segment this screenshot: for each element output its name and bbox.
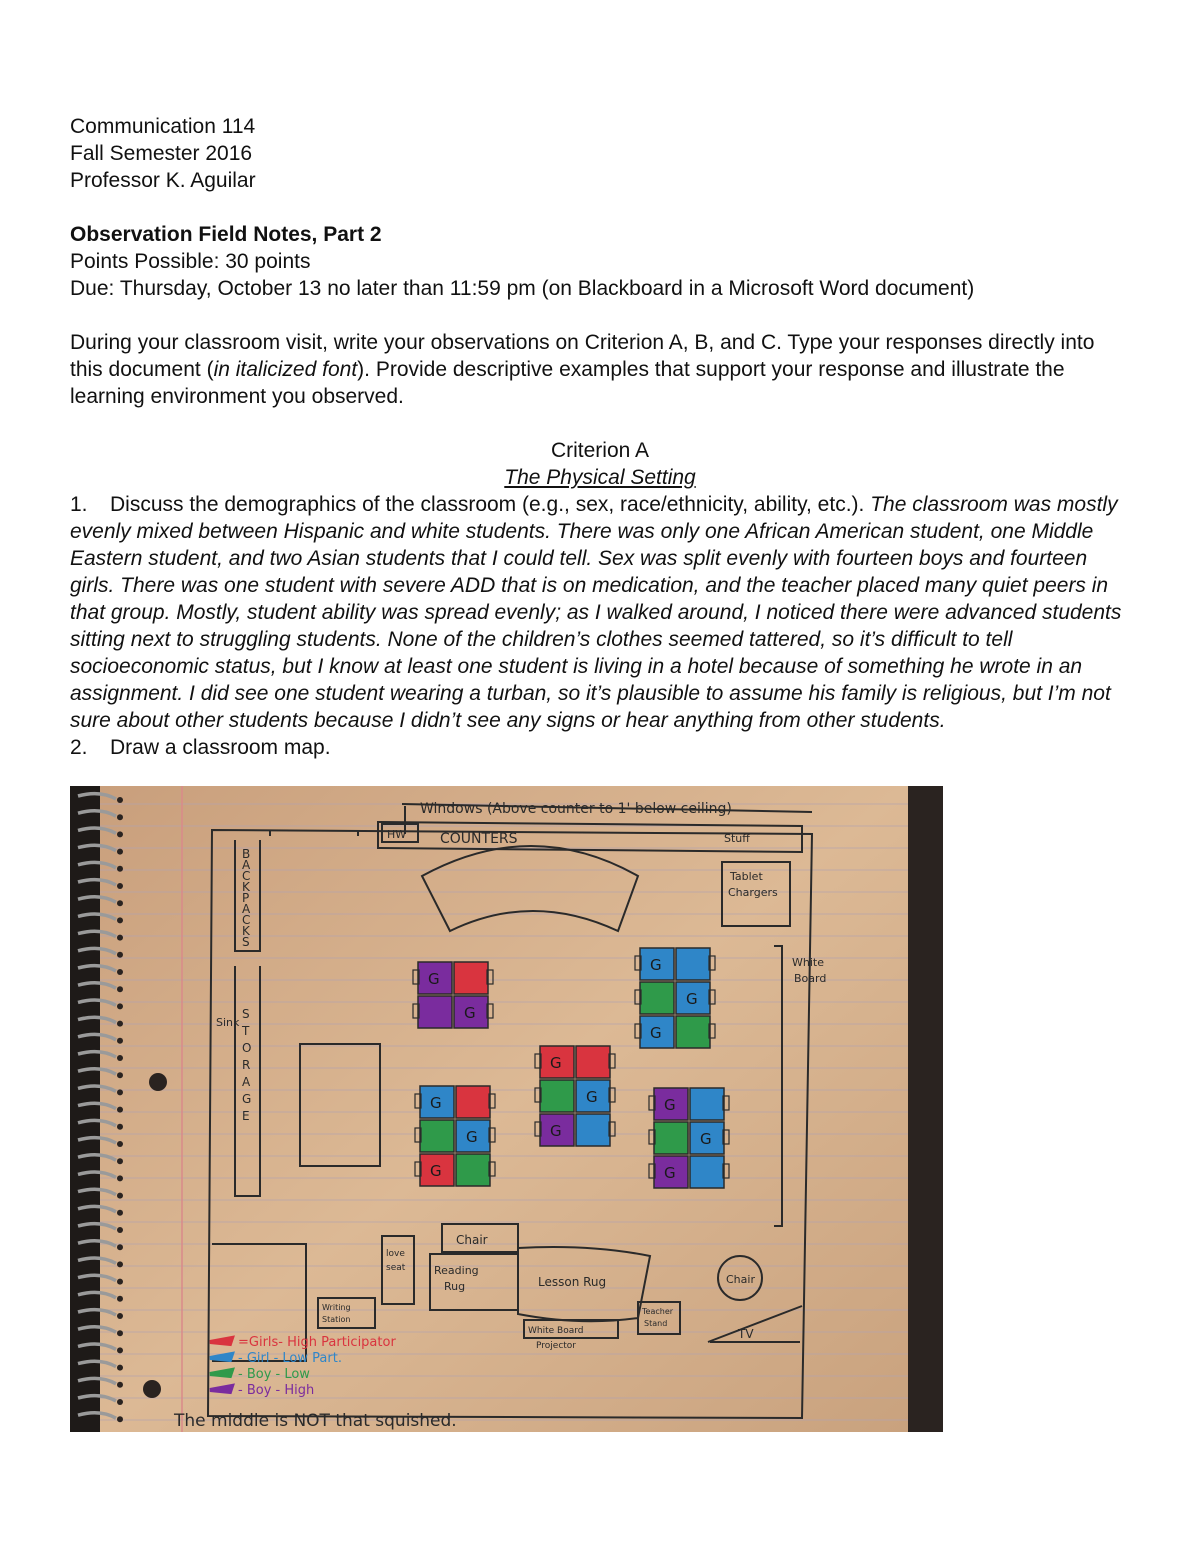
spiral-hole <box>117 1003 123 1009</box>
legend-label: =Girls- High Participator <box>238 1335 396 1350</box>
map-footnote: The middle is NOT that squished. <box>174 1411 457 1431</box>
map-backpacks-letter: K <box>242 880 250 894</box>
map-chair-label: Chair <box>456 1233 488 1247</box>
map-lesson-rug-label: Lesson Rug <box>538 1275 607 1289</box>
spiral-hole <box>117 1365 123 1371</box>
desk-mark: G <box>686 990 698 1008</box>
spiral-hole <box>117 1141 123 1147</box>
map-reading-label: Reading <box>434 1264 479 1277</box>
desk-mark: G <box>550 1122 562 1140</box>
spiral-hole <box>117 883 123 889</box>
spiral-hole <box>117 1107 123 1113</box>
spiral-hole <box>117 866 123 872</box>
desk-mark: G <box>466 1128 478 1146</box>
due-line: Due: Thursday, October 13 no later than 11:59 pm (on Blackboard in a Microsoft Word document) <box>70 277 975 300</box>
question-2-prompt: Draw a classroom map. <box>110 736 331 759</box>
italic-note: in italicized font <box>213 358 358 381</box>
map-storage-letter: A <box>242 1075 251 1089</box>
question-2: 2. Draw a classroom map. <box>70 736 331 759</box>
desk-mark: G <box>550 1054 562 1072</box>
spiral-hole <box>117 1175 123 1181</box>
student-desk <box>640 982 674 1014</box>
spiral-hole <box>117 986 123 992</box>
spiral-hole <box>117 1158 123 1164</box>
legend-label: - Boy - High <box>238 1383 315 1398</box>
spiral-hole <box>117 917 123 923</box>
map-whiteboard-label: White Board <box>528 1326 584 1336</box>
student-desk <box>418 996 452 1028</box>
map-windows-label: Windows (Above counter to 1' below ceiling) <box>420 801 732 817</box>
desk-mark: G <box>430 1162 442 1180</box>
spiral-hole <box>117 1399 123 1405</box>
map-stand-label: Stand <box>644 1319 668 1328</box>
criterion-subheading: The Physical Setting <box>504 466 696 489</box>
map-counters-label: COUNTERS <box>440 831 518 847</box>
spiral-hole <box>117 1244 123 1250</box>
map-backpacks-letter: K <box>242 924 250 938</box>
spiral-hole <box>117 1261 123 1267</box>
desk-mark: G <box>428 970 440 988</box>
map-backpacks-letter: B <box>242 847 251 861</box>
spiral-hole <box>117 1210 123 1216</box>
student-desk <box>676 948 710 980</box>
spiral-hole <box>117 1124 123 1130</box>
spiral-hole <box>117 1279 123 1285</box>
student-desk <box>676 1016 710 1048</box>
notebook-paper <box>100 786 908 1432</box>
map-hw-label: HW <box>387 828 407 841</box>
spiral-hole <box>117 831 123 837</box>
student-desk <box>454 962 488 994</box>
map-white-label: White <box>792 956 824 969</box>
student-desk <box>654 1122 688 1154</box>
criterion-heading: Criterion A <box>550 439 650 462</box>
map-tv-label: TV <box>738 1327 754 1341</box>
spiral-hole <box>117 1296 123 1302</box>
spiral-hole <box>117 1038 123 1044</box>
spiral-hole <box>117 1072 123 1078</box>
map-backpacks-letter: P <box>242 891 250 905</box>
spiral-hole <box>117 969 123 975</box>
spiral-hole <box>117 1416 123 1422</box>
question-1-prompt: Discuss the demographics of the classroom (e.g., sex, race/ethnicity, ability, etc.). <box>110 493 865 516</box>
spiral-hole <box>117 814 123 820</box>
map-storage-letter: T <box>242 1024 250 1038</box>
classroom-map-photo <box>70 786 943 1432</box>
assignment-title: Observation Field Notes, Part 2 <box>70 223 382 246</box>
student-desk <box>690 1088 724 1120</box>
desk-mark: G <box>700 1130 712 1148</box>
semester-line: Fall Semester 2016 <box>70 142 253 165</box>
spiral-hole <box>117 935 123 941</box>
map-seat-label: seat <box>386 1263 406 1273</box>
spiral-hole <box>117 1330 123 1336</box>
map-backpacks-letter: A <box>242 902 251 916</box>
map-love-label: love <box>386 1249 405 1259</box>
map-storage-letter: R <box>242 1058 251 1072</box>
map-station-label: Station <box>322 1315 351 1324</box>
desk-mark: G <box>664 1164 676 1182</box>
desk-mark: G <box>586 1088 598 1106</box>
spiral-hole <box>117 849 123 855</box>
spiral-hole <box>117 1227 123 1233</box>
map-backpacks-letter: A <box>242 858 251 872</box>
map-tablet-label: Tablet <box>730 870 763 883</box>
map-storage-letter: G <box>242 1092 252 1106</box>
student-desk <box>576 1046 610 1078</box>
question-1: 1. Discuss the demographics of the classroom (e.g., sex, race/ethnicity, ability, etc.). The classroom was mostly evenly mixed between Hispanic and white students. There was only one African American student, one Middle Eastern student, and two Asian students that I could tell. Sex was split evenly with fourteen boys and fourteen girls. There was one student with severe ADD that is on medication, and the teacher placed many quiet peers in that group. Mostly, student ability was spread evenly; as I walked around, I noticed there were advanced students sitting next to struggling students. None of the children’s clothes seemed tattered, so it’s difficult to tell socioeconomic status, but I know at least one student is living in a hotel because of something he wrote in an assignment. I did see one student wearing a turban, so it’s plausible to assume his family is religious, but I’m not sure about other students because I didn’t see any signs or hear anything from other students. <box>70 493 1122 732</box>
student-desk <box>456 1086 490 1118</box>
map-writing-label: Writing <box>322 1303 351 1312</box>
map-backpacks-letter: C <box>242 869 251 883</box>
spiral-hole <box>117 900 123 906</box>
student-desk <box>420 1120 454 1152</box>
spiral-hole <box>117 952 123 958</box>
map-teacher-label: Teacher <box>642 1307 674 1316</box>
punch-hole <box>149 1073 167 1091</box>
legend-label: - Boy - Low <box>238 1367 310 1382</box>
desk-mark: G <box>650 956 662 974</box>
map-storage-letter: E <box>242 1109 250 1123</box>
map-rug-label: Rug <box>444 1280 466 1293</box>
desk-mark: G <box>664 1096 676 1114</box>
student-desk <box>690 1156 724 1188</box>
document-body <box>70 113 1130 761</box>
legend-label: - Girl - Low Part. <box>238 1351 342 1366</box>
student-desk <box>456 1154 490 1186</box>
map-chargers-label: Chargers <box>728 886 778 899</box>
question-1-answer: The classroom was mostly evenly mixed between Hispanic and white students. There was only one African American student, one Middle Eastern student, and two Asian students that I could tell. Sex was split evenly with fourteen boys and fourteen girls. There was one student with severe ADD that is on medication, and the teacher placed many quiet peers in that group. Mostly, student ability was spread evenly; as I walked around, I noticed there were advanced students sitting next to struggling students. None of the children’s clothes seemed tattered, so it’s difficult to tell socioeconomic status, but I know at least one student is living in a hotel because of something he wrote in an assignment. I did see one student wearing a turban, so it’s plausible to assume his family is religious, but I’m not sure about other students because I didn’t see any signs or hear anything from other students. <box>70 493 1122 732</box>
map-sink-label: Sink <box>216 1016 240 1029</box>
spiral-hole <box>117 1055 123 1061</box>
instructions-paragraph: During your classroom visit, write your observations on Criterion A, B, and C. Type your responses directly into this document (in italicized font). Provide descriptive examples that support your response and illustrate the learning environment you observed. <box>70 331 1095 408</box>
student-desk <box>576 1114 610 1146</box>
map-backpacks-letter: C <box>242 913 251 927</box>
map-projector-label: Projector <box>536 1341 576 1351</box>
spiral-hole <box>117 1347 123 1353</box>
map-chair-round-label: Chair <box>726 1273 755 1286</box>
spiral-hole <box>117 1193 123 1199</box>
map-board-label: Board <box>794 972 827 985</box>
professor-line: Professor K. Aguilar <box>70 169 256 192</box>
spiral-hole <box>117 1382 123 1388</box>
punch-hole <box>143 1380 161 1398</box>
student-desk <box>540 1080 574 1112</box>
map-storage-letter: O <box>242 1041 252 1055</box>
spiral-hole <box>117 1089 123 1095</box>
spiral-hole <box>117 797 123 803</box>
spiral-hole <box>117 1313 123 1319</box>
map-stuff-label: Stuff <box>724 832 750 845</box>
points-line: Points Possible: 30 points <box>70 250 311 273</box>
desk-mark: G <box>464 1004 476 1022</box>
desk-mark: G <box>650 1024 662 1042</box>
map-storage-letter: S <box>242 1007 250 1021</box>
desk-mark: G <box>430 1094 442 1112</box>
map-backpacks-letter: S <box>242 935 250 949</box>
course-line: Communication 114 <box>70 115 256 138</box>
spiral-hole <box>117 1021 123 1027</box>
